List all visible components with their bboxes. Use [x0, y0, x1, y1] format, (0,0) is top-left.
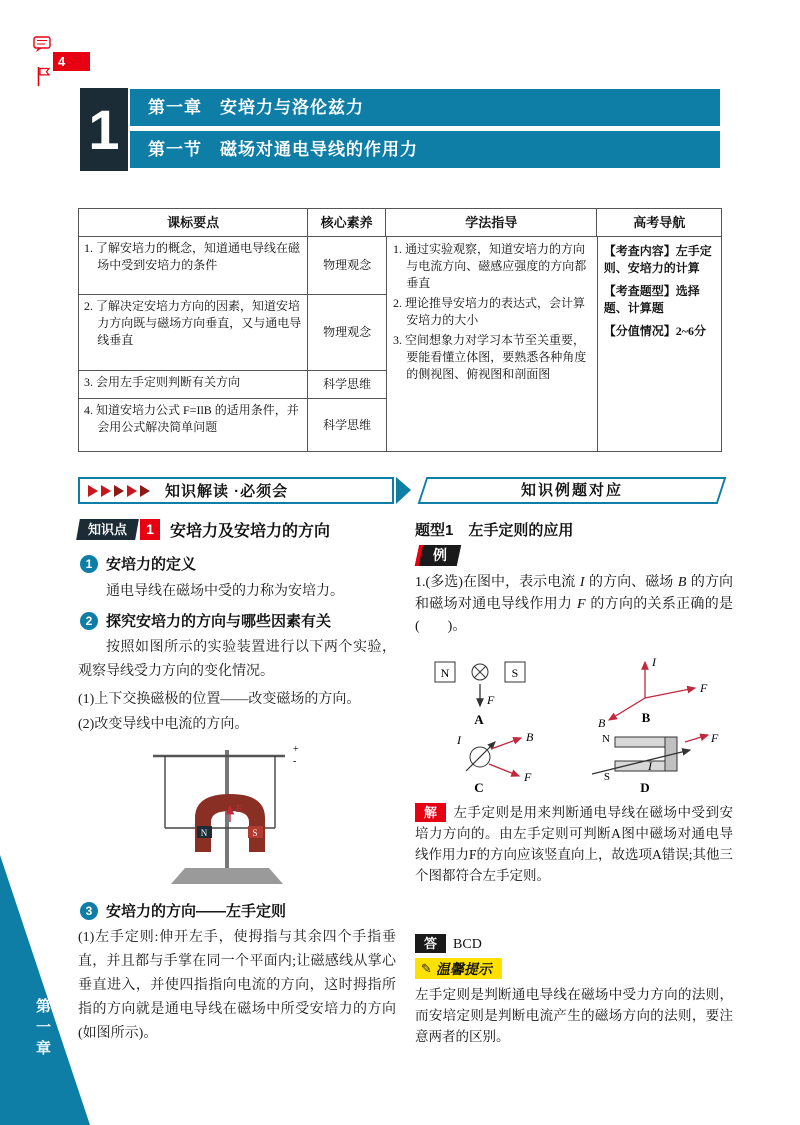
table-header-keypoints: 课标要点: [79, 209, 308, 236]
literacy-cell: 物理观念: [323, 325, 372, 339]
keypoint-cell: 4. 知道安培力公式 F=IlB 的适用条件，并会用公式解决简单问题: [79, 399, 308, 451]
knowledge-item-1-heading: [80, 553, 196, 574]
chapter-title-bar: 第一章 安培力与洛伦兹力: [130, 89, 720, 126]
svg-text:B: B: [598, 716, 606, 730]
examnav-item: 【考查内容】左手定则、安培力的计算: [603, 244, 712, 275]
knowledge-item-2-heading: [80, 610, 331, 631]
magnet-n-label: N: [200, 828, 208, 838]
answer-text: BCD: [453, 937, 482, 952]
option-b-label: B: [641, 710, 651, 725]
literacy-cell: 物理观念: [323, 258, 372, 272]
option-b-figure: [598, 655, 708, 730]
tip-text: 左手定则是判断通电导线在磁场中受力方向的法则，而安培定则是判断电流产生的磁场方向的法则，要注意两者的区别。: [415, 987, 733, 1044]
page-number-badge: 4: [53, 52, 90, 71]
table-row: [79, 399, 386, 451]
banner-arrow-icon: [396, 477, 411, 504]
examnav-item: 【分值情况】2~6分: [603, 324, 706, 338]
knowledge-point-tag: 知识点: [76, 519, 139, 540]
triangle-arrows-icon: [88, 485, 153, 497]
svg-text:B: B: [526, 730, 534, 744]
corner-decoration: [0, 855, 90, 1125]
chapter-big-number: 1: [80, 88, 128, 171]
comment-icon: [33, 36, 53, 58]
literacy-cell: 科学思维: [323, 377, 372, 391]
table-header-examnav: 高考导航: [633, 215, 686, 230]
option-a-figure: [435, 662, 525, 727]
example-type-title: 题型1 左手定则的应用: [415, 522, 574, 539]
section-banner-right-title: 知识例题对应: [520, 482, 623, 499]
examnav-item: 【考查题型】选择题、计算题: [603, 284, 700, 315]
item-2-body: 按照如图所示的实验装置进行以下两个实验，观察导线受力方向的变化情况。: [78, 640, 396, 679]
circled-number-icon: 1: [80, 555, 98, 573]
circled-number-icon: 3: [80, 902, 98, 920]
knowledge-item-3-heading: [80, 900, 286, 921]
answer-badge: 答: [415, 934, 446, 953]
svg-text:N: N: [602, 733, 610, 745]
guidance-item: 1. 通过实验观察，知道安培力的方向与电流方向、磁感应强度的方向都垂直: [393, 242, 587, 290]
svg-text:F: F: [700, 681, 708, 695]
magnet-s-label: S: [252, 828, 258, 838]
table-row: [79, 295, 386, 371]
item-title: 安培力的定义: [106, 556, 197, 573]
table-row: [79, 371, 386, 399]
svg-text:F: F: [487, 693, 495, 707]
option-d-label: D: [640, 780, 650, 795]
svg-text:I: I: [648, 759, 652, 773]
section-banner-left-title: 知识解读 ·必须会: [165, 483, 289, 500]
svg-text:F: F: [524, 770, 532, 784]
option-c-label: C: [474, 780, 484, 795]
guidance-item: 3. 空间想象力对学习本节至关重要，要能看懂立体图，要熟悉各种角度的侧视图、俯视图和剖面图: [393, 333, 587, 381]
answer-row: [415, 934, 482, 953]
circled-number-icon: 2: [80, 612, 98, 630]
experiment-apparatus-figure: [125, 740, 335, 895]
solution-paragraph: [415, 802, 733, 886]
guidance-cell: [387, 237, 598, 451]
literacy-cell: 科学思维: [323, 417, 372, 432]
solution-badge: 解: [415, 803, 446, 822]
knowledge-point-number: 1: [140, 519, 160, 540]
table-header-guidance: 学法指导: [386, 209, 597, 236]
solution-text: 左手定则是用来判断通电导线在磁场中受到安培力方向的。由左手定则可判断A图中磁场对通电导线作用力F的方向应该竖直向上，故选项A错误;其他三个图都符合左手定则。: [415, 805, 734, 883]
keypoint-cell: 1. 了解安培力的概念，知道通电导线在磁场中受到安培力的条件: [79, 237, 308, 294]
pencil-icon: ✎: [421, 960, 432, 976]
tip-title: 温馨提示: [435, 960, 492, 977]
item-title: 探究安培力的方向与哪些因素有关: [106, 613, 332, 630]
option-c-figure: [456, 730, 534, 795]
option-a-label: A: [474, 712, 484, 727]
item-1-body: 通电导线在磁场中受的力称为安培力。: [106, 584, 344, 599]
overview-table: [78, 208, 722, 452]
section-title-bar: 第一节 磁场对通电导线的作用力: [130, 131, 720, 168]
item-2-sub1: (1)上下交换磁极的位置——改变磁场的方向。: [78, 692, 361, 707]
table-row: [79, 237, 386, 295]
svg-text:I: I: [457, 733, 461, 747]
flag-icon: [36, 66, 51, 92]
keypoint-cell: 3. 会用左手定则判断有关方向: [79, 371, 308, 398]
keypoint-cell: 2. 了解决定安培力方向的因素，知道安培力方向既与磁场方向垂直，又与通电导线垂直: [79, 295, 308, 370]
svg-text:N: N: [440, 666, 450, 680]
item-3-body: (1)左手定则:伸开左手，使拇指与其余四个手指垂直，并且都与手掌在同一个平面内;让磁感线从掌心垂直进入，并使四指指向电流的方向，这时拇指所指的方向就是通电导线在磁场中所受安培力的方向(如图所示)。: [78, 930, 396, 1041]
section-banner-knowledge: [78, 477, 394, 504]
item-title: 安培力的方向——左手定则: [106, 903, 287, 920]
svg-text:I: I: [652, 655, 656, 669]
knowledge-point-title: 安培力及安培力的方向: [170, 522, 331, 540]
chapter-side-tab: 第一章: [34, 998, 51, 1061]
option-d-figure: [592, 731, 719, 795]
table-header-literacy: 核心素养: [308, 209, 386, 236]
section-banner-examples: [418, 477, 727, 504]
examnav-cell: [598, 237, 721, 451]
svg-text:S: S: [603, 771, 610, 783]
battery-minus-label: -: [293, 756, 297, 767]
table-header-row: [79, 209, 721, 237]
guidance-item: 2. 理论推导安培力的表达式，会计算安培力的大小: [393, 296, 586, 327]
svg-text:S: S: [511, 666, 519, 680]
force-label: F: [236, 804, 243, 815]
svg-text:F: F: [711, 731, 719, 745]
example-badge: 例: [415, 545, 461, 566]
battery-plus-label: +: [293, 744, 299, 755]
knowledge-point-heading: [78, 518, 330, 540]
options-figure: [420, 648, 730, 803]
item-2-sub2: (2)改变导线中电流的方向。: [78, 717, 249, 732]
question-text: 1.(多选)在图中，表示电流 I 的方向、磁场 B 的方向和磁场对通电导线作用力 F 的方向的关系正确的是( )。: [415, 575, 734, 634]
tip-banner: [415, 958, 502, 979]
